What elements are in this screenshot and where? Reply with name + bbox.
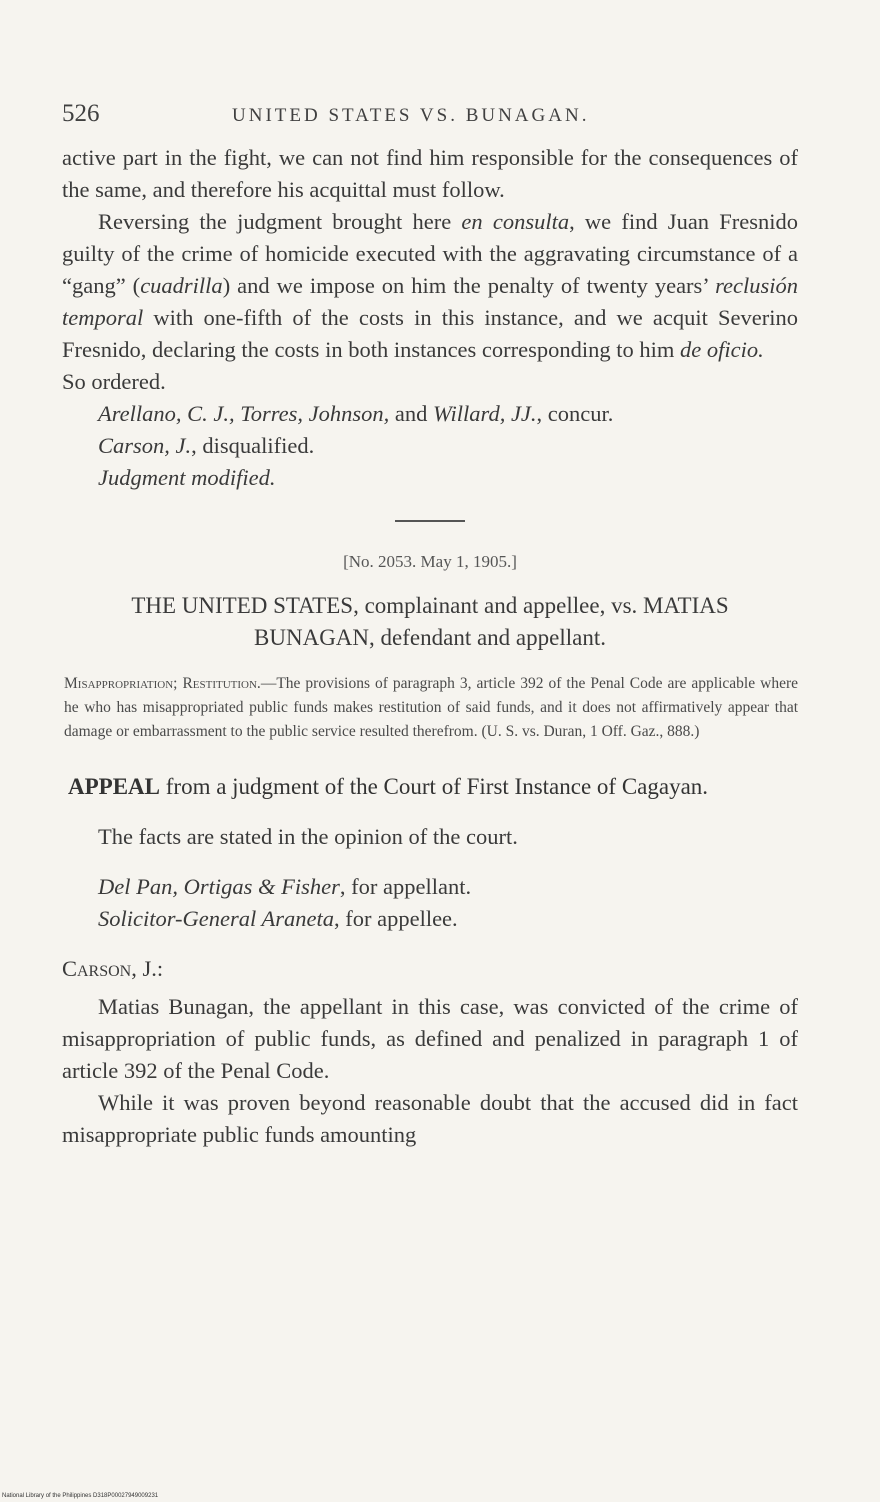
facts-statement: The facts are stated in the opinion of the court. bbox=[98, 824, 518, 849]
appeal-statement bbox=[62, 770, 798, 803]
judge-name: Carson, J. bbox=[98, 433, 192, 458]
docket-number: [No. 2053. May 1, 1905.] bbox=[343, 552, 517, 571]
counsel-role: , for appellant. bbox=[339, 874, 472, 899]
latin-term: en consulta bbox=[461, 209, 570, 234]
case-caption: THE UNITED STATES, complainant and appellee, vs. MATIAS BUNAGAN, defendant and appellant. bbox=[131, 593, 729, 650]
paragraph-text: active part in the fight, we can not find him responsible for the consequences of the same, and therefore his acquittal must follow. bbox=[62, 145, 798, 202]
counsel-role: , for appellee. bbox=[333, 906, 458, 931]
book-page bbox=[62, 100, 798, 1151]
text-run: ) and we impose on him the penalty of twenty years’ bbox=[222, 273, 716, 298]
opinion-author: Carson, J.: bbox=[62, 956, 164, 981]
counsel-appellee bbox=[98, 903, 798, 935]
running-title: UNITED STATES VS. BUNAGAN. bbox=[232, 105, 590, 126]
concurrence bbox=[62, 398, 798, 430]
scan-footer: National Library of the Philippines D318P00027949009231 bbox=[2, 1493, 159, 1499]
concurring-judge: Willard, JJ. bbox=[433, 401, 537, 426]
syllabus-heading: Misappropriation; Restitution. bbox=[64, 675, 261, 692]
spanish-term: reclusión temporal bbox=[62, 273, 799, 330]
counsel-name: Del Pan, Ortigas & Fisher bbox=[98, 874, 340, 899]
latin-term: de oficio. bbox=[680, 337, 764, 362]
text-run: with one-fifth of the costs in this instance, and we acquit Severino Fresnido, declaring the costs in both instances corresponding to him bbox=[62, 305, 798, 362]
previous-case-judgment-paragraph bbox=[62, 206, 798, 366]
syllabus bbox=[62, 672, 798, 744]
page-number: 526 bbox=[62, 100, 100, 127]
previous-case-paragraph bbox=[62, 142, 798, 206]
appeal-rest: from a judgment of the Court of First Instance of Cagayan. bbox=[160, 774, 709, 799]
text-run: and bbox=[389, 401, 434, 426]
opinion-paragraph: While it was proven beyond reasonable doubt that the accused did in fact misappropriate public funds amounting bbox=[62, 1090, 798, 1147]
judgment-result bbox=[62, 462, 798, 494]
opinion-paragraph: Matias Bunagan, the appellant in this case, was convicted of the crime of misappropriation of public funds, as defined and penalized in paragraph 1 of article 392 of the Penal Code. bbox=[62, 994, 798, 1083]
appeal-lead: APPEAL bbox=[68, 774, 160, 799]
so-ordered bbox=[62, 366, 798, 398]
counsel-block bbox=[62, 871, 798, 935]
counsel-appellant bbox=[98, 871, 798, 903]
syllabus-text: —The provisions of paragraph 3, article 392 of the Penal Code are applicable where he who has misappropriated public funds makes restitution of said funds, and it does not affirmatively appear that damage or embarrassment to the public service resulted therefrom. (U. S. vs. Duran, 1 Off. Gaz., 888.) bbox=[64, 675, 798, 740]
spanish-term: cuadrilla bbox=[140, 273, 223, 298]
running-head bbox=[62, 100, 798, 128]
concurring-judges: Arellano, C. J., Torres, Johnson, bbox=[98, 401, 390, 426]
text-run: , we find Juan Fresnido guilty of the crime of homicide executed with the aggravating circumstance of a “gang” ( bbox=[62, 209, 799, 298]
text-run: , disqualified. bbox=[191, 433, 315, 458]
counsel-name: Solicitor-General Araneta bbox=[98, 906, 334, 931]
text-run: Reversing the judgment brought here bbox=[98, 209, 462, 234]
section-divider bbox=[395, 520, 465, 522]
judgment-text: Judgment modified. bbox=[98, 465, 276, 490]
disqualification bbox=[62, 430, 798, 462]
text-run: , concur. bbox=[536, 401, 614, 426]
so-ordered-text: So ordered. bbox=[62, 369, 166, 394]
